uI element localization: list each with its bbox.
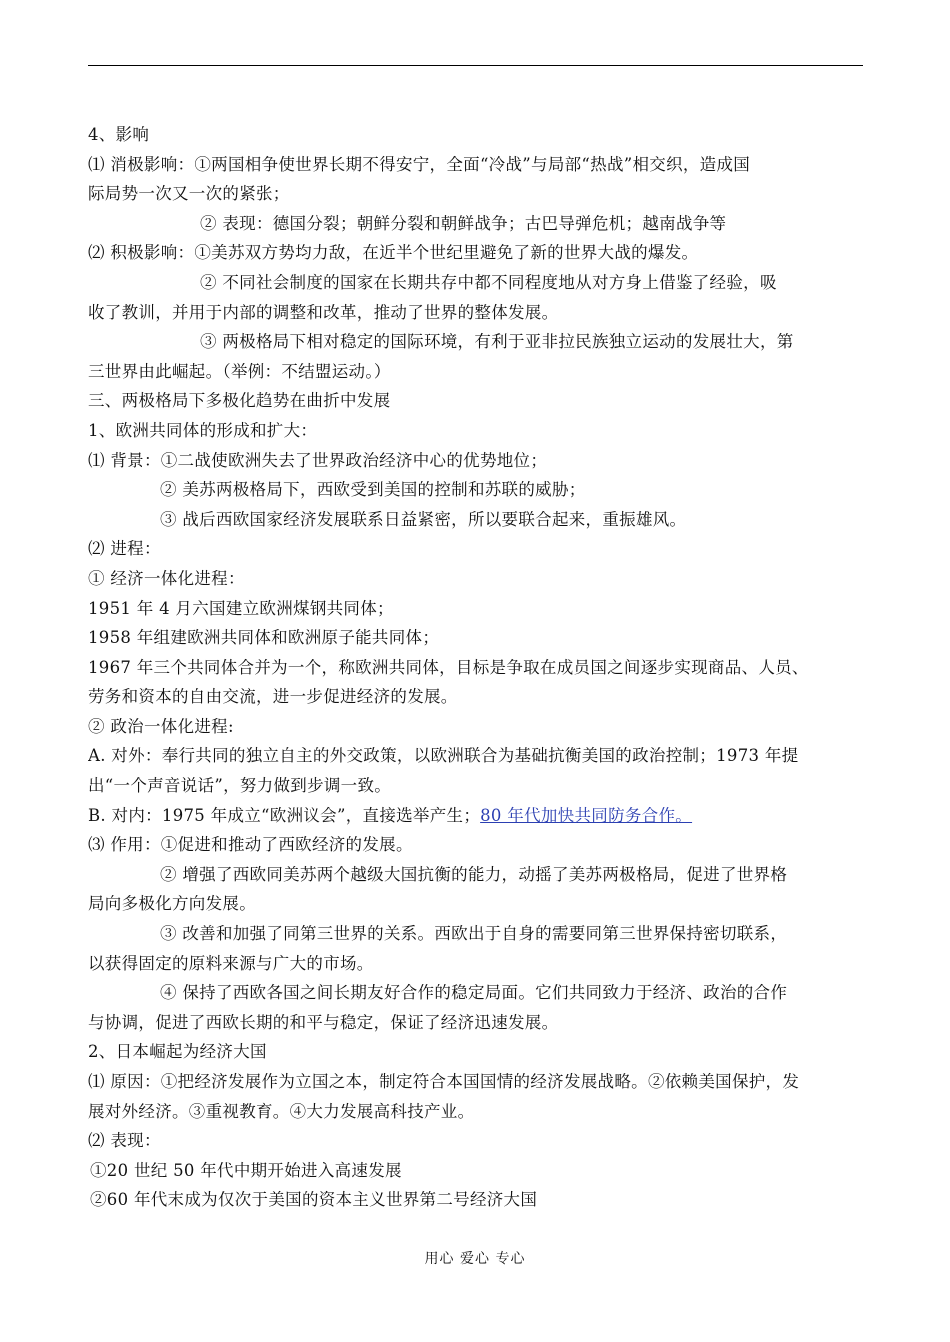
text-line: 展对外经济。③重视教育。④大力发展高科技产业。 bbox=[88, 1101, 475, 1121]
text-line: ③ 两极格局下相对稳定的国际环境，有利于亚非拉民族独立运动的发展壮大，第 bbox=[200, 332, 794, 352]
header-rule bbox=[88, 65, 863, 66]
text-line: 际局势一次又一次的紧张； bbox=[88, 184, 290, 204]
subsection-heading: 1、欧洲共同体的形成和扩大： bbox=[88, 420, 318, 440]
document-body bbox=[88, 120, 863, 1215]
text-span: B. 对内：1975 年成立“欧洲议会”，直接选举产生； bbox=[88, 805, 481, 825]
text-line: ③ 改善和加强了同第三世界的关系。西欧出于自身的需要同第三世界保持密切联系， bbox=[160, 924, 788, 944]
defense-cooperation-link[interactable]: 80 年代加快共同防务合作。 bbox=[480, 805, 693, 825]
text-line: 收了教训，并用于内部的调整和改革，推动了世界的整体发展。 bbox=[88, 302, 559, 322]
text-line: ② 美苏两极格局下，西欧受到美国的控制和苏联的威胁； bbox=[160, 480, 586, 500]
text-line: 劳务和资本的自由交流，进一步促进经济的发展。 bbox=[88, 687, 458, 707]
text-line: 1958 年组建欧洲共同体和欧洲原子能共同体； bbox=[88, 628, 440, 648]
text-line: 1951 年 4 月六国建立欧洲煤钢共同体； bbox=[88, 598, 394, 618]
text-line: 出“一个声音说话”，努力做到步调一致。 bbox=[88, 776, 392, 796]
text-line: ③ 战后西欧国家经济发展联系日益紧密，所以要联合起来，重振雄风。 bbox=[160, 509, 687, 529]
text-line: ⑵ 进程： bbox=[88, 539, 161, 559]
subsection-heading: 2、日本崛起为经济大国 bbox=[88, 1042, 267, 1062]
text-line: 以获得固定的原料来源与广大的市场。 bbox=[88, 953, 374, 973]
section-heading: 4、影响 bbox=[88, 125, 150, 144]
text-line: ⑵ 积极影响：①美苏双方势均力敌，在近半个世纪里避免了新的世界大战的爆发。 bbox=[88, 243, 699, 263]
text-line: ② 增强了西欧同美苏两个越级大国抗衡的能力，动摇了美苏两极格局，促进了世界格 bbox=[160, 864, 788, 884]
text-line: ⑴ 原因：①把经济发展作为立国之本，制定符合本国国情的经济发展战略。②依赖美国保护，发 bbox=[88, 1072, 800, 1091]
text-line: 局向多极化方向发展。 bbox=[88, 894, 256, 914]
text-line: ② 政治一体化进程: bbox=[88, 716, 234, 736]
text-line: ② 表现：德国分裂；朝鲜分裂和朝鲜战争；古巴导弹危机；越南战争等 bbox=[200, 213, 727, 233]
text-line bbox=[88, 801, 863, 831]
text-line: ④ 保持了西欧各国之间长期友好合作的稳定局面。它们共同致力于经济、政治的合作 bbox=[160, 983, 788, 1003]
text-line: 与协调，促进了西欧长期的和平与稳定，保证了经济迅速发展。 bbox=[88, 1012, 559, 1032]
page-footer: 用心 爱心 专心 bbox=[424, 1251, 526, 1267]
text-line: ⑴ 背景：①二战使欧洲失去了世界政治经济中心的优势地位； bbox=[88, 450, 548, 470]
section-heading: 三、两极格局下多极化趋势在曲折中发展 bbox=[88, 391, 391, 411]
text-line: ①20 世纪 50 年代中期开始进入高速发展 bbox=[90, 1160, 402, 1180]
text-line: A. 对外：奉行共同的独立自主的外交政策，以欧洲联合为基础抗衡美国的政治控制；1973 年提 bbox=[88, 746, 799, 766]
text-line: ② 不同社会制度的国家在长期共存中都不同程度地从对方身上借鉴了经验，吸 bbox=[200, 272, 777, 292]
text-line: ⑴ 消极影响：①两国相争使世界长期不得安宁，全面“冷战”与局部“热战”相交织，造成国 bbox=[88, 154, 751, 174]
text-line: ②60 年代末成为仅次于美国的资本主义世界第二号经济大国 bbox=[90, 1190, 538, 1210]
text-line: 1967 年三个共同体合并为一个，称欧洲共同体，目标是争取在成员国之间逐步实现商品、人员、 bbox=[88, 657, 809, 677]
text-line: ① 经济一体化进程： bbox=[88, 568, 245, 588]
text-line: 三世界由此崛起。（举例：不结盟运动。） bbox=[88, 361, 391, 381]
text-line: ⑵ 表现： bbox=[88, 1131, 161, 1151]
text-line: ⑶ 作用：①促进和推动了西欧经济的发展。 bbox=[88, 835, 413, 855]
